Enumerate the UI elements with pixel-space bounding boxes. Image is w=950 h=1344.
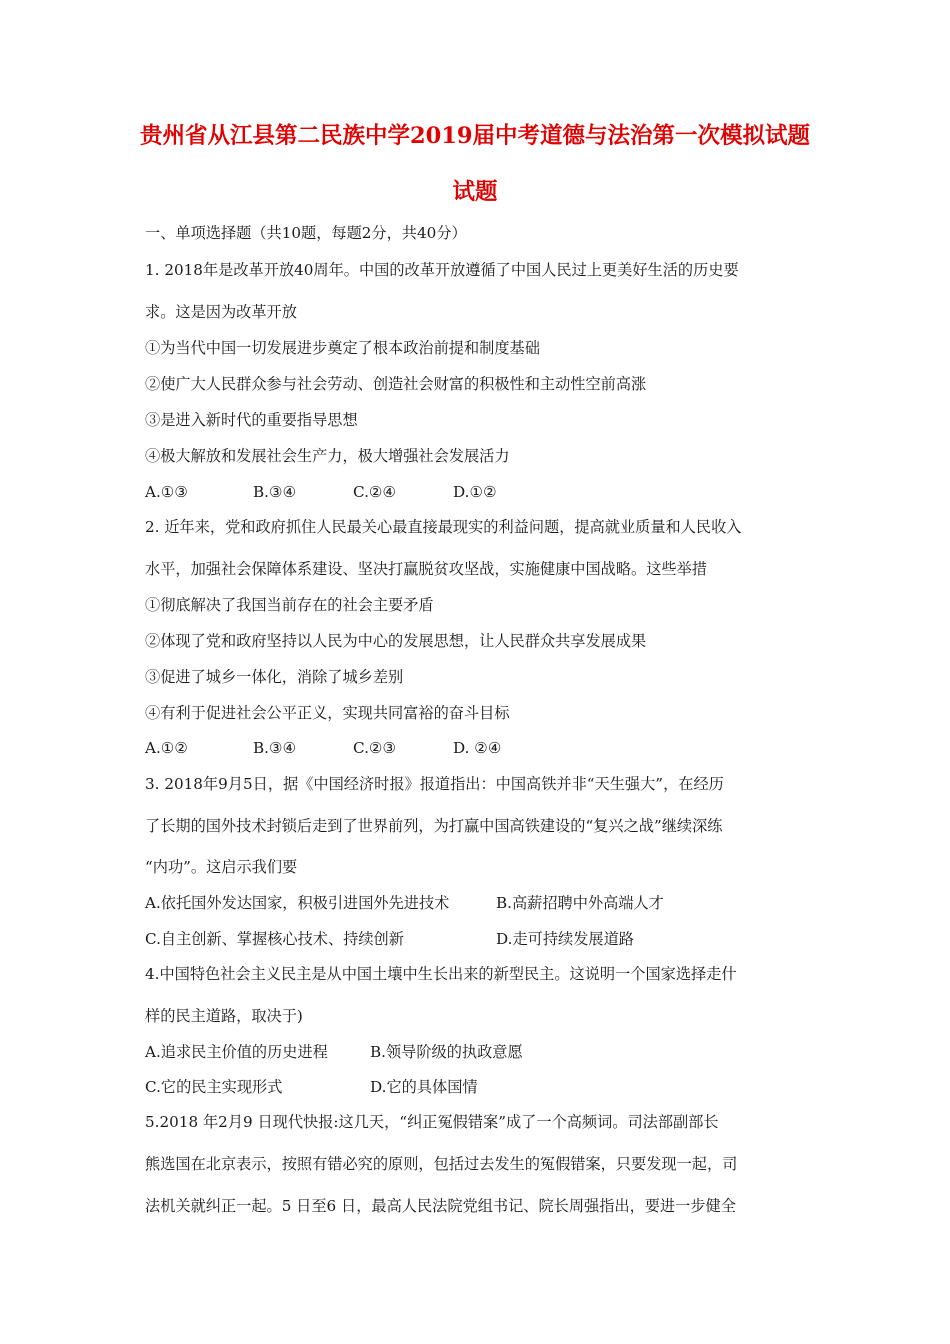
q2-option-c: C.②③ <box>353 739 397 757</box>
q3-option-c: C.自主创新、掌握核心技术、持续创新 <box>145 930 404 948</box>
q1-statement-3: ③是进入新时代的重要指导思想 <box>145 411 358 429</box>
document-title-continued: 试题 <box>452 179 498 205</box>
q3-option-a: A.依托国外发达国家，积极引进国外先进技术 <box>145 894 450 912</box>
q2-option-d: D. ②④ <box>453 739 502 757</box>
q1-stem-line1: 1. 2018年是改革开放40周年。中国的改革开放遵循了中国人民过上更美好生活的历史要 <box>145 261 739 279</box>
q1-statement-1: ①为当代中国一切发展进步奠定了根本政治前提和制度基础 <box>145 339 540 357</box>
q4-option-a: A.追求民主价值的历史进程 <box>145 1043 328 1061</box>
q3-option-b: B.高薪招聘中外高端人才 <box>496 894 664 912</box>
q1-statement-4: ④极大解放和发展社会生产力，极大增强社会发展活力 <box>145 447 510 465</box>
q4-option-c: C.它的民主实现形式 <box>145 1078 283 1096</box>
q3-option-d: D.走可持续发展道路 <box>496 930 634 948</box>
section-header: 一、单项选择题（共10题，每题2分，共40分） <box>145 224 467 242</box>
q4-stem-line2: 样的民主道路，取决于) <box>145 1007 303 1025</box>
q2-option-a: A.①② <box>145 739 189 757</box>
q2-stem-line2: 水平，加强社会保障体系建设、坚决打赢脱贫攻坚战，实施健康中国战略。这些举措 <box>145 560 707 578</box>
document-title: 贵州省从江县第二民族中学2019届中考道德与法治第一次模拟试题 <box>139 123 811 149</box>
q3-stem-line2: 了长期的国外技术封锁后走到了世界前列，为打赢中国高铁建设的“复兴之战”继续深练 <box>145 817 723 835</box>
q2-statement-1: ①彻底解决了我国当前存在的社会主要矛盾 <box>145 596 434 614</box>
q1-option-d: D.①② <box>453 483 497 501</box>
q4-option-b: B.领导阶级的执政意愿 <box>370 1043 523 1061</box>
q3-stem-line1: 3. 2018年9月5日，据《中国经济时报》报道指出：中国高铁并非“天生强大”，在经历 <box>145 775 724 793</box>
q2-stem-line1: 2. 近年来，党和政府抓住人民最关心最直接最现实的利益问题，提高就业质量和人民收入 <box>145 518 742 536</box>
q4-option-d: D.它的具体国情 <box>370 1078 478 1096</box>
q1-option-a: A.①③ <box>145 483 189 501</box>
q1-option-c: C.②④ <box>353 483 397 501</box>
q1-stem-line2: 求。这是因为改革开放 <box>145 303 297 321</box>
q1-statement-2: ②使广大人民群众参与社会劳动、创造社会财富的积极性和主动性空前高涨 <box>145 375 647 393</box>
q5-stem-line3: 法机关就纠正一起。5 日至6 日，最高人民法院党组书记、院长周强指出，要进一步健全 <box>145 1197 736 1215</box>
q2-statement-3: ③促进了城乡一体化，消除了城乡差别 <box>145 668 404 686</box>
q2-option-b: B.③④ <box>253 739 297 757</box>
q1-option-b: B.③④ <box>253 483 297 501</box>
q2-statement-2: ②体现了党和政府坚持以人民为中心的发展思想，让人民群众共享发展成果 <box>145 632 647 650</box>
q5-stem-line1: 5.2018 年2月9 日现代快报:这几天，“纠正冤假错案”成了一个高频词。司法部副部长 <box>145 1113 719 1131</box>
q3-stem-line3: “内功”。这启示我们要 <box>145 858 298 876</box>
q4-stem-line1: 4.中国特色社会主义民主是从中国土壤中生长出来的新型民主。这说明一个国家选择走什 <box>145 965 737 983</box>
q2-statement-4: ④有利于促进社会公平正义，实现共同富裕的奋斗目标 <box>145 704 510 722</box>
q5-stem-line2: 熊选国在北京表示，按照有错必究的原则，包括过去发生的冤假错案，只要发现一起，司 <box>145 1155 738 1173</box>
